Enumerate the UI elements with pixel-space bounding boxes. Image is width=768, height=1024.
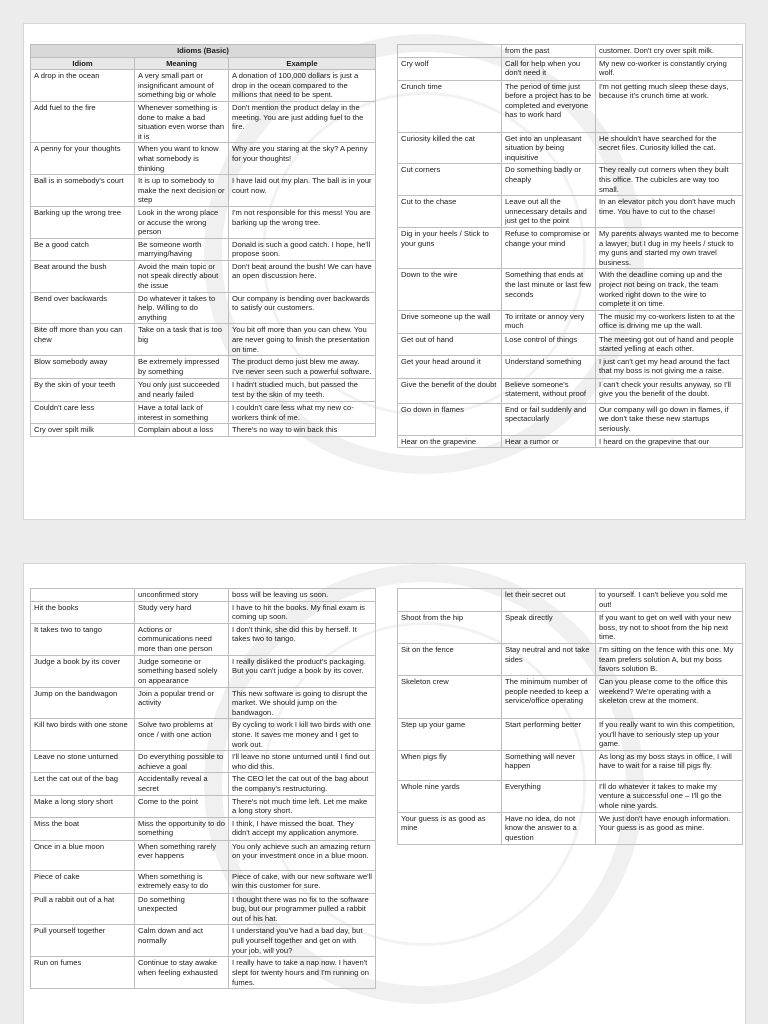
cell-meaning: Start performing better [502, 719, 596, 751]
table-row [31, 70, 376, 102]
cell-idiom: Let the cat out of the bag [31, 773, 135, 795]
document-page-1 [23, 23, 746, 520]
cell-example: I can't check your results anyway, so I'll give you the benefit of the doubt. [596, 378, 743, 403]
table-row [398, 310, 743, 333]
cell-example: By cycling to work I kill two birds with one stone. It saves me money and I get to work out. [229, 719, 376, 751]
cell-example: The music my co-workers listen to at the office is driving me up the wall. [596, 310, 743, 333]
cell-example: I don't think, she did this by herself. It takes two to tango. [229, 623, 376, 655]
cell-idiom: Go down in flames [398, 403, 502, 435]
cell-example: You only achieve such an amazing return on your investment once in a blue moon. [229, 840, 376, 870]
cell-idiom: Down to the wire [398, 269, 502, 310]
cell-example: A donation of 100,000 dollars is just a drop in the ocean compared to the millions that need to be spent. [229, 70, 376, 102]
cell-meaning: End or fail suddenly and spectacularly [502, 403, 596, 435]
table-row [31, 324, 376, 356]
cell-meaning: Be extremely impressed by something [135, 356, 229, 379]
cell-idiom: Shoot from the hip [398, 612, 502, 644]
cell-meaning: Believe someone's statement, without proof [502, 378, 596, 403]
cell-idiom: Judge a book by its cover [31, 655, 135, 687]
cell-example: Donald is such a good catch. I hope, he'll propose soon. [229, 238, 376, 260]
cell-example: Our company is bending over backwards to satisfy our customers. [229, 292, 376, 324]
table-row [398, 196, 743, 228]
cell-example: customer. Don't cry over spilt milk. [596, 45, 743, 58]
cell-example: We just don't have enough information. Your guess is as good as mine. [596, 812, 743, 844]
table-row [398, 589, 743, 612]
cell-meaning: Have a total lack of interest in something [135, 402, 229, 424]
cell-example: The CEO let the cat out of the bag about the company's restructuring. [229, 773, 376, 795]
header-meaning: Meaning [135, 57, 229, 70]
cell-idiom: Give the benefit of the doubt [398, 378, 502, 403]
cell-example: I thought there was no fix to the software bug, but our programmer pulled a rabbit out of his hat. [229, 893, 376, 925]
cell-idiom: Cry wolf [398, 57, 502, 80]
cell-meaning: Get into an unpleasant situation by being inquisitive [502, 132, 596, 164]
cell-idiom: When pigs fly [398, 750, 502, 780]
cell-idiom: Be a good catch [31, 238, 135, 260]
cell-meaning: Have no idea, do not know the answer to a question [502, 812, 596, 844]
cell-idiom: Pull a rabbit out of a hat [31, 893, 135, 925]
table-row [398, 378, 743, 403]
cell-meaning: It is up to somebody to make the next decision or step [135, 175, 229, 207]
cell-example: My parents always wanted me to become a lawyer, but I dug in my heels / stuck to my guns and started my own travel business. [596, 227, 743, 268]
cell-meaning: Refuse to compromise or change your mind [502, 227, 596, 268]
table-row [398, 612, 743, 644]
cell-example: With the deadline coming up and the project not being on track, the team worked right down to the wire to complete it on time. [596, 269, 743, 310]
cell-example: The product demo just blew me away. I've never seen such a powerful software. [229, 356, 376, 379]
cell-meaning: Do whatever it takes to help. Willing to do anything [135, 292, 229, 324]
cell-idiom: Once in a blue moon [31, 840, 135, 870]
table-row [398, 644, 743, 676]
cell-meaning: Leave out all the unnecessary details and just get to the point [502, 196, 596, 228]
table-row [398, 812, 743, 844]
cell-meaning: let their secret out [502, 589, 596, 612]
table-row [31, 719, 376, 751]
cell-idiom: Skeleton crew [398, 676, 502, 719]
cell-meaning: Whenever something is done to make a bad situation even worse than it is [135, 101, 229, 142]
cell-meaning: Be someone worth marrying/having [135, 238, 229, 260]
cell-meaning: The period of time just before a project has to be completed and everyone has to work hard [502, 80, 596, 132]
cell-meaning: Do something badly or cheaply [502, 164, 596, 196]
table-row [398, 403, 743, 435]
cell-idiom: Run on fumes [31, 957, 135, 989]
cell-idiom: Get out of hand [398, 333, 502, 355]
cell-example: I'll do whatever it takes to make my venture a successful one – I'll go the whole nine yards. [596, 780, 743, 812]
cell-idiom [31, 589, 135, 602]
cell-idiom: Dig in your heels / Stick to your guns [398, 227, 502, 268]
page2-right-column [397, 588, 742, 845]
cell-meaning: Solve two problems at once / with one action [135, 719, 229, 751]
cell-example: If you really want to win this competition, you'll have to seriously step up your game. [596, 719, 743, 751]
table-row [31, 870, 376, 893]
header-example: Example [229, 57, 376, 70]
cell-example: Can you please come to the office this weekend? We're operating with a skeleton crew at the moment. [596, 676, 743, 719]
cell-idiom: It takes two to tango [31, 623, 135, 655]
cell-example: I have laid out my plan. The ball is in your court now. [229, 175, 376, 207]
cell-example: The meeting got out of hand and people started yelling at each other. [596, 333, 743, 355]
cell-meaning: Avoid the main topic or not speak directly about the issue [135, 260, 229, 292]
table-title-row [31, 45, 376, 58]
cell-meaning: Accidentally reveal a secret [135, 773, 229, 795]
table-row [31, 206, 376, 238]
cell-idiom: Cry over spilt milk [31, 424, 135, 437]
cell-example: Piece of cake, with our new software we'll win this customer for sure. [229, 870, 376, 893]
cell-meaning: Continue to stay awake when feeling exhausted [135, 957, 229, 989]
table-row [31, 402, 376, 424]
cell-idiom: Hear on the grapevine [398, 435, 502, 448]
cell-idiom: Blow somebody away [31, 356, 135, 379]
cell-example: Why are you staring at the sky? A penny for your thoughts! [229, 143, 376, 175]
cell-idiom: Sit on the fence [398, 644, 502, 676]
cell-idiom: Couldn't care less [31, 402, 135, 424]
cell-example: I'll leave no stone unturned until I find out who did this. [229, 751, 376, 773]
cell-example: I'm not responsible for this mess! You are barking up the wrong tree. [229, 206, 376, 238]
cell-meaning: A very small part or insignificant amount of something big or whole [135, 70, 229, 102]
cell-idiom: Whole nine yards [398, 780, 502, 812]
cell-example: I heard on the grapevine that our [596, 435, 743, 448]
cell-meaning: Join a popular trend or activity [135, 687, 229, 719]
cell-idiom: Ball is in somebody's court [31, 175, 135, 207]
cell-meaning: Understand something [502, 355, 596, 378]
cell-example: This new software is going to disrupt the market. We should jump on the bandwagon. [229, 687, 376, 719]
table-row [31, 655, 376, 687]
cell-idiom: A drop in the ocean [31, 70, 135, 102]
cell-idiom [398, 45, 502, 58]
table-row [398, 435, 743, 448]
cell-meaning: Speak directly [502, 612, 596, 644]
table-row [31, 795, 376, 817]
table-row [31, 238, 376, 260]
cell-example: My new co-worker is constantly crying wolf. [596, 57, 743, 80]
cell-example: I really disliked the product's packaging. But you can't judge a book by its cover. [229, 655, 376, 687]
cell-example: boss will be leaving us soon. [229, 589, 376, 602]
cell-idiom: Bite off more than you can chew [31, 324, 135, 356]
table-row [31, 601, 376, 623]
idioms-table-continued [397, 588, 743, 845]
table-row [398, 780, 743, 812]
cell-example: I couldn't care less what my new co-workers think of me. [229, 402, 376, 424]
cell-meaning: Come to the point [135, 795, 229, 817]
cell-meaning: Do something unexpected [135, 893, 229, 925]
cell-example: I think, I have missed the boat. They didn't accept my application anymore. [229, 817, 376, 840]
cell-meaning: Everything [502, 780, 596, 812]
table-row [31, 925, 376, 957]
cell-idiom: Get your head around it [398, 355, 502, 378]
table-row [398, 57, 743, 80]
cell-idiom: Miss the boat [31, 817, 135, 840]
cell-example: He shouldn't have searched for the secret files. Curiosity killed the cat. [596, 132, 743, 164]
cell-meaning: You only just succeeded and nearly failed [135, 379, 229, 402]
cell-idiom: Crunch time [398, 80, 502, 132]
cell-idiom: Curiosity killed the cat [398, 132, 502, 164]
cell-idiom: Leave no stone unturned [31, 751, 135, 773]
cell-meaning: Actions or communications need more than one person [135, 623, 229, 655]
cell-idiom: Kill two birds with one stone [31, 719, 135, 751]
cell-idiom: Your guess is as good as mine [398, 812, 502, 844]
cell-meaning: Miss the opportunity to do something [135, 817, 229, 840]
table-row [398, 80, 743, 132]
cell-idiom: Bend over backwards [31, 292, 135, 324]
cell-idiom: Drive someone up the wall [398, 310, 502, 333]
cell-example: They really cut corners when they built this office. The cubicles are way too small. [596, 164, 743, 196]
cell-meaning: Look in the wrong place or accuse the wrong person [135, 206, 229, 238]
table-row [398, 750, 743, 780]
cell-meaning: Study very hard [135, 601, 229, 623]
cell-meaning: Complain about a loss [135, 424, 229, 437]
table-row [31, 424, 376, 437]
cell-meaning: unconfirmed story [135, 589, 229, 602]
cell-example: As long as my boss stays in office, I will have to wait for a raise till pigs fly. [596, 750, 743, 780]
table-row [31, 893, 376, 925]
cell-example: I understand you've had a bad day, but pull yourself together and get on with your job, will you? [229, 925, 376, 957]
cell-idiom: Beat around the bush [31, 260, 135, 292]
cell-example: Don't mention the product delay in the meeting. You are just adding fuel to the fire. [229, 101, 376, 142]
cell-meaning: Call for help when you don't need it [502, 57, 596, 80]
cell-example: If you want to get on well with your new boss, try not to shoot from the hip next time. [596, 612, 743, 644]
cell-meaning: Judge someone or something based solely on appearance [135, 655, 229, 687]
cell-idiom: Hit the books [31, 601, 135, 623]
cell-meaning: When something rarely ever happens [135, 840, 229, 870]
cell-idiom: A penny for your thoughts [31, 143, 135, 175]
table-row [31, 175, 376, 207]
cell-example: I'm sitting on the fence with this one. My team prefers solution A, but my boss favors solution B. [596, 644, 743, 676]
cell-idiom: Cut corners [398, 164, 502, 196]
cell-meaning: Something will never happen [502, 750, 596, 780]
table-row [31, 143, 376, 175]
cell-meaning: When you want to know what somebody is thinking [135, 143, 229, 175]
table-row [398, 132, 743, 164]
cell-example: In an elevator pitch you don't have much time. You have to cut to the chase! [596, 196, 743, 228]
cell-example: to yourself. I can't believe you sold me out! [596, 589, 743, 612]
cell-example: Our company will go down in flames, if we don't take these new startups seriously. [596, 403, 743, 435]
cell-idiom: Cut to the chase [398, 196, 502, 228]
table-row [398, 227, 743, 268]
table-row [31, 260, 376, 292]
table-row [398, 45, 743, 58]
table-row [31, 957, 376, 989]
table-row [31, 292, 376, 324]
cell-idiom: Make a long story short [31, 795, 135, 817]
header-idiom: Idiom [31, 57, 135, 70]
table-row [398, 676, 743, 719]
cell-example: I have to hit the books. My final exam is coming up soon. [229, 601, 376, 623]
cell-idiom [398, 589, 502, 612]
cell-example: I'm not getting much sleep these days, because it's crunch time at work. [596, 80, 743, 132]
document-page-2 [23, 563, 746, 1024]
cell-example: There's not much time left. Let me make a long story short. [229, 795, 376, 817]
cell-meaning: from the past [502, 45, 596, 58]
cell-idiom: Step up your game [398, 719, 502, 751]
cell-example: I really have to take a nap now. I haven't slept for twenty hours and I'm running on fumes. [229, 957, 376, 989]
cell-meaning: Calm down and act normally [135, 925, 229, 957]
idioms-table [30, 44, 376, 437]
cell-meaning: Stay neutral and not take sides [502, 644, 596, 676]
table-row [31, 751, 376, 773]
cell-meaning: When something is extremely easy to do [135, 870, 229, 893]
cell-idiom: By the skin of your teeth [31, 379, 135, 402]
table-row [398, 333, 743, 355]
cell-example: You bit off more than you can chew. You are never going to finish the presentation on time. [229, 324, 376, 356]
table-row [31, 589, 376, 602]
table-row [31, 101, 376, 142]
cell-meaning: Do everything possible to achieve a goal [135, 751, 229, 773]
table-row [398, 719, 743, 751]
cell-idiom: Add fuel to the fire [31, 101, 135, 142]
idioms-table-continued [30, 588, 376, 989]
cell-example: I hadn't studied much, but passed the test by the skin of my teeth. [229, 379, 376, 402]
cell-meaning: The minimum number of people needed to keep a service/office operating [502, 676, 596, 719]
table-row [31, 687, 376, 719]
table-row [398, 269, 743, 310]
table-row [31, 840, 376, 870]
table-row [31, 817, 376, 840]
page2-left-column [30, 588, 375, 989]
table-row [31, 623, 376, 655]
table-row [31, 379, 376, 402]
table-row [31, 773, 376, 795]
cell-meaning: Hear a rumor or [502, 435, 596, 448]
page1-right-column [397, 44, 742, 448]
cell-idiom: Piece of cake [31, 870, 135, 893]
cell-idiom: Jump on the bandwagon [31, 687, 135, 719]
cell-example: I just can't get my head around the fact that my boss is not giving me a raise. [596, 355, 743, 378]
cell-idiom: Pull yourself together [31, 925, 135, 957]
cell-meaning: Take on a task that is too big [135, 324, 229, 356]
table-row [398, 355, 743, 378]
cell-meaning: Something that ends at the last minute or last few seconds [502, 269, 596, 310]
table-row [31, 356, 376, 379]
cell-idiom: Barking up the wrong tree [31, 206, 135, 238]
cell-meaning: Lose control of things [502, 333, 596, 355]
cell-example: Don't beat around the bush! We can have an open discussion here. [229, 260, 376, 292]
idioms-table-continued [397, 44, 743, 448]
cell-example: There's no way to win back this [229, 424, 376, 437]
table-row [398, 164, 743, 196]
table-header-row [31, 57, 376, 70]
table-title: Idioms (Basic) [31, 45, 376, 58]
page1-left-column [30, 44, 375, 437]
cell-meaning: To irritate or annoy very much [502, 310, 596, 333]
